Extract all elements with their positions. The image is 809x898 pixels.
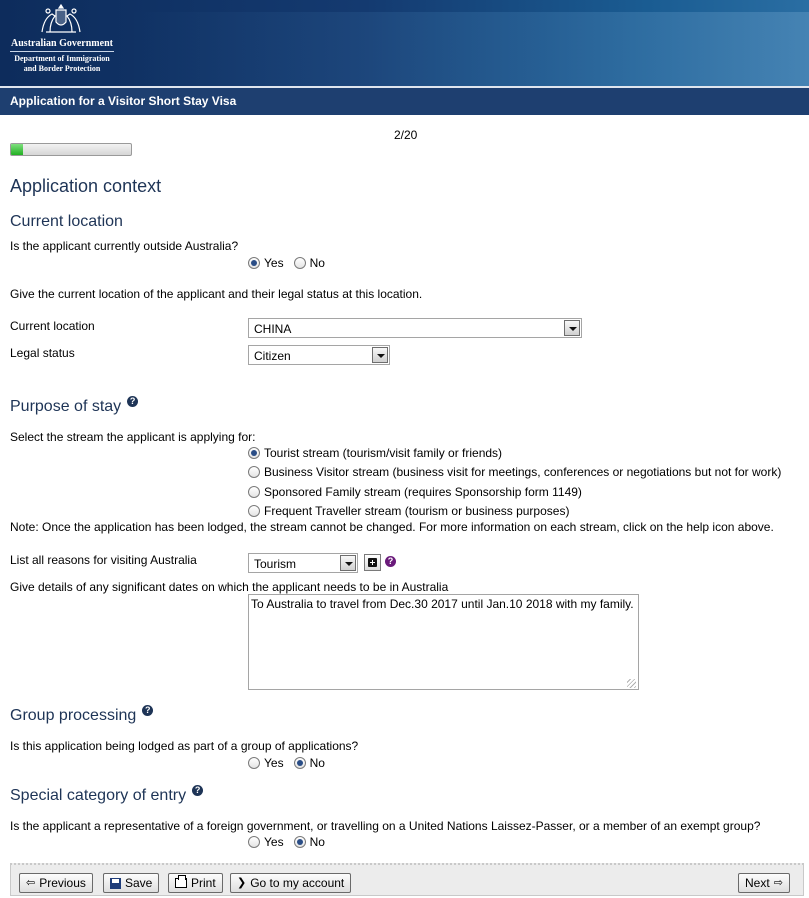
group-processing-yes-radio[interactable] — [248, 757, 260, 769]
stream-option-sponsored-family[interactable] — [248, 485, 592, 499]
special-category-heading: Special category of entry — [10, 787, 187, 804]
legal-status-value: Citizen — [254, 349, 291, 363]
go-to-account-button-label: Go to my account — [250, 876, 345, 890]
question-circle-icon[interactable]: ? — [142, 705, 153, 716]
section-purpose-of-stay — [10, 398, 138, 416]
outside-australia-no-radio[interactable] — [294, 257, 306, 269]
special-category-yes-label: Yes — [264, 835, 284, 849]
previous-button-label: Previous — [39, 876, 86, 890]
department-name — [8, 54, 116, 74]
progress-label: 2/20 — [394, 128, 418, 142]
next-button[interactable] — [738, 873, 790, 893]
save-button[interactable] — [103, 873, 159, 893]
stream-tourist-radio[interactable] — [248, 447, 260, 459]
stream-business-label: Business Visitor stream (business visit for meetings, conferences or negotiations but not for work) — [264, 465, 782, 479]
section-group-processing — [10, 707, 153, 725]
group-processing-radio-group — [248, 756, 335, 770]
stream-option-frequent-traveller[interactable] — [248, 504, 579, 518]
stream-sponsored-family-label: Sponsored Family stream (requires Sponsorship form 1149) — [264, 485, 582, 499]
progress-bar — [10, 143, 132, 156]
stream-frequent-traveller-label: Frequent Traveller stream (tourism or business purposes) — [264, 504, 570, 518]
outside-australia-yes-radio[interactable] — [248, 257, 260, 269]
stream-option-business[interactable] — [248, 465, 781, 479]
chevron-down-icon[interactable] — [340, 555, 356, 571]
chevron-down-icon[interactable] — [564, 320, 580, 336]
stream-note: Note: Once the application has been lodged, the stream cannot be changed. For more information on each stream, click on the help icon above. — [10, 520, 774, 534]
outside-australia-question: Is the applicant currently outside Australia? — [10, 239, 239, 253]
special-category-radio-group — [248, 835, 335, 849]
question-circle-icon[interactable]: ? — [192, 785, 203, 796]
government-name: Australian Government — [11, 38, 113, 49]
location-instruction: Give the current location of the applicant and their legal status at this location. — [10, 287, 423, 301]
resize-handle-icon[interactable] — [627, 679, 636, 688]
arrow-left-icon: ⇦ — [26, 877, 36, 889]
current-location-value: CHINA — [254, 322, 292, 336]
group-processing-question: Is this application being lodged as part of a group of applications? — [10, 739, 359, 753]
previous-button[interactable] — [19, 873, 93, 893]
reasons-select[interactable] — [248, 553, 358, 573]
stream-sponsored-family-radio[interactable] — [248, 486, 260, 498]
chevron-right-icon: ❯ — [237, 877, 247, 889]
significant-dates-textarea[interactable] — [248, 594, 639, 690]
purpose-of-stay-heading: Purpose of stay — [10, 398, 122, 415]
question-circle-icon[interactable]: ? — [385, 556, 396, 567]
progress-bar-fill — [11, 144, 23, 155]
print-button[interactable] — [168, 873, 223, 893]
add-reason-button[interactable] — [364, 554, 381, 571]
current-location-select[interactable] — [248, 318, 582, 338]
outside-australia-yes-label: Yes — [264, 256, 284, 270]
stream-question: Select the stream the applicant is applying for: — [10, 430, 256, 444]
save-button-label: Save — [125, 876, 153, 890]
group-processing-yes-label: Yes — [264, 756, 284, 770]
stream-tourist-label: Tourist stream (tourism/visit family or friends) — [264, 446, 503, 460]
arrow-right-icon: ⇨ — [773, 877, 783, 889]
banner-divider — [10, 51, 114, 52]
group-processing-heading: Group processing — [10, 707, 137, 724]
banner-decoration — [130, 12, 809, 86]
legal-status-label: Legal status — [10, 346, 75, 360]
special-category-yes-radio[interactable] — [248, 836, 260, 848]
page-title: Application context — [10, 176, 162, 196]
go-to-account-button[interactable] — [230, 873, 351, 893]
section-current-location: Current location — [10, 213, 123, 230]
application-title-bar: Application for a Visitor Short Stay Visa — [0, 86, 809, 115]
stream-business-radio[interactable] — [248, 466, 260, 478]
department-name-line2: and Border Protection — [23, 64, 101, 73]
special-category-no-radio[interactable] — [294, 836, 306, 848]
special-category-no-label: No — [309, 835, 325, 849]
department-name-line1: Department of Immigration — [14, 54, 110, 63]
group-processing-no-label: No — [309, 756, 325, 770]
outside-australia-no-label: No — [309, 256, 325, 270]
footer-toolbar — [10, 863, 804, 896]
chevron-down-icon[interactable] — [372, 347, 388, 363]
stream-frequent-traveller-radio[interactable] — [248, 505, 260, 517]
floppy-disk-icon — [110, 878, 121, 889]
section-special-category — [10, 787, 203, 805]
site-banner — [0, 0, 809, 86]
plus-icon — [368, 558, 377, 567]
dates-label: Give details of any significant dates on which the applicant needs to be in Australia — [10, 580, 449, 594]
reasons-value: Tourism — [254, 557, 297, 571]
coat-of-arms-icon — [36, 2, 86, 36]
printer-icon — [175, 878, 187, 888]
special-category-question: Is the applicant a representative of a foreign government, or travelling on a United Nations Laissez-Passer, or a member of an exempt group? — [10, 819, 761, 833]
group-processing-no-radio[interactable] — [294, 757, 306, 769]
legal-status-select[interactable] — [248, 345, 390, 365]
print-button-label: Print — [191, 876, 216, 890]
current-location-label: Current location — [10, 319, 95, 333]
outside-australia-radio-group — [248, 256, 335, 270]
stream-option-tourist[interactable] — [248, 446, 512, 460]
next-button-label: Next — [745, 876, 770, 890]
question-circle-icon[interactable]: ? — [127, 396, 138, 407]
reasons-label: List all reasons for visiting Australia — [10, 553, 197, 567]
